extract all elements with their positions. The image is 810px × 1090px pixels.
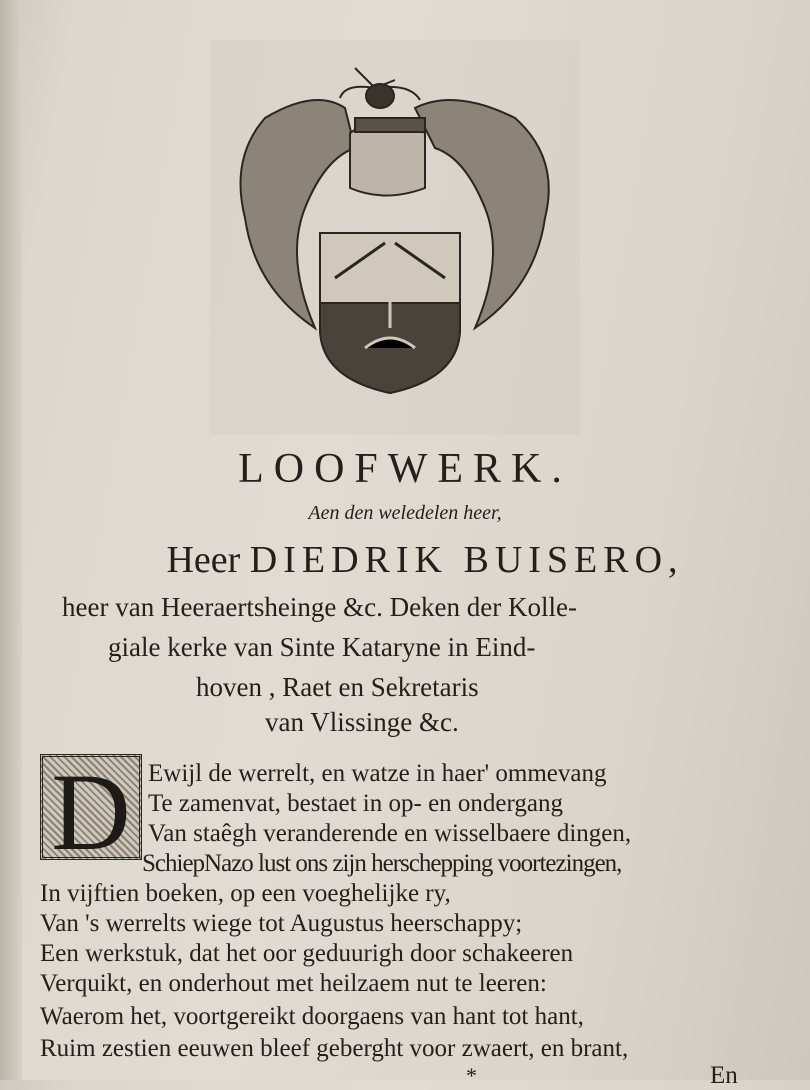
heading-line: hoven , Raet en Sekretaris <box>196 672 479 702</box>
poem-line: Van staêgh veranderende en wisselbaere dingen, <box>148 820 632 847</box>
signature-mark: * <box>466 1063 477 1088</box>
dedicatee-name <box>20 538 810 582</box>
poem-line: Een werkstuk, dat het oor geduurigh door schakeeren <box>40 940 574 967</box>
decorated-drop-cap: D <box>40 754 142 860</box>
name-caps: DIEDRIK BUISERO, <box>249 539 684 581</box>
poem-line: SchiepNazo lust ons zijn herschepping voortezingen, <box>142 850 622 877</box>
poem-line: Van 's werrelts wiege tot Augustus heerschappy; <box>40 910 523 937</box>
catchword: En <box>710 1062 738 1089</box>
poem-line: Ewijl de werrelt, en watze in haer' ommevang <box>148 760 607 787</box>
heading-line: van Vlissinge &c. <box>265 707 459 737</box>
coat-of-arms-engraving <box>225 58 565 398</box>
poem-line: Waerom het, voortgereikt doorgaens van hant tot hant, <box>40 1003 584 1030</box>
poem-line: In vijftien boeken, op een voeghelijke ry, <box>40 880 451 907</box>
poem-line: Ruim zestien eeuwen bleef geberght voor zwaert, en brant, <box>40 1035 629 1062</box>
poem-line: Verquikt, en onderhout met heilzaem nut te leeren: <box>40 970 547 997</box>
heading-line: heer van Heeraertsheinge &c. Deken der Kolle- <box>62 592 577 622</box>
poem-line: Te zamenvat, bestaet in op- en ondergang <box>148 790 563 817</box>
book-gutter <box>0 0 22 1080</box>
page-title: LOOFWERK. <box>238 446 572 492</box>
name-prefix: Heer <box>166 539 241 581</box>
heading-line: giale kerke van Sinte Kataryne in Eind- <box>108 632 536 662</box>
dedication-line: Aen den weledelen heer, <box>308 502 502 524</box>
